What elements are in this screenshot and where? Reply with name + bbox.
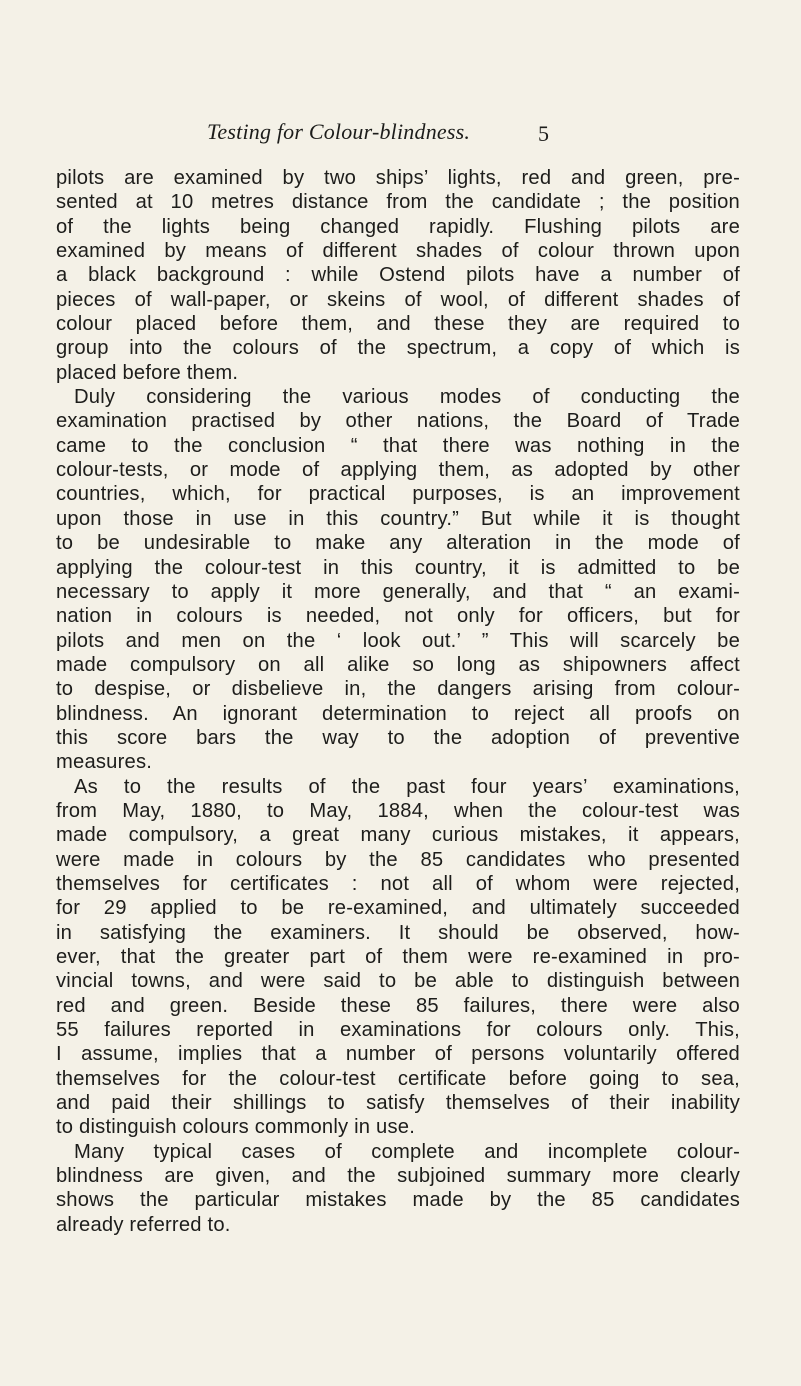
text-line: necessary to apply it more generally, and that “ an exami- bbox=[56, 580, 740, 603]
text-line: group into the colours of the spectrum, a copy of which is bbox=[56, 337, 740, 360]
running-head bbox=[0, 118, 801, 148]
paragraph-board-of-trade bbox=[56, 385, 740, 775]
text-line: upon those in use in this country.” But while it is thought bbox=[56, 507, 740, 530]
text-line: of the lights being changed rapidly. Flushing pilots are bbox=[56, 215, 740, 238]
text-line: sented at 10 metres distance from the candidate ; the position bbox=[56, 191, 740, 214]
text-line: a black background : while Ostend pilots have a number of bbox=[56, 264, 740, 287]
text-line: vincial towns, and were said to be able to distinguish between bbox=[56, 970, 740, 993]
text-line: ever, that the greater part of them were re-examined in pro- bbox=[56, 946, 740, 968]
text-line: colour-tests, or mode of applying them, as adopted by other bbox=[56, 459, 740, 482]
text-line: blindness are given, and the subjoined summary more clearly bbox=[56, 1165, 740, 1188]
text-line: pilots are examined by two ships’ lights, red and green, pre- bbox=[56, 167, 740, 189]
text-line: to be undesirable to make any alteration in the mode of bbox=[56, 532, 740, 555]
text-line: pilots and men on the ‘ look out.’ ” This will scarcely be bbox=[56, 629, 740, 652]
text-line: Many typical cases of complete and incomplete colour- bbox=[74, 1140, 740, 1163]
text-line: came to the conclusion “ that there was nothing in the bbox=[56, 434, 740, 457]
text-line: made compulsory, a great many curious mistakes, it appears, bbox=[56, 824, 740, 847]
text-line: were made in colours by the 85 candidates who presented bbox=[56, 848, 740, 871]
text-line: As to the results of the past four years’ examinations, bbox=[74, 775, 740, 798]
text-line: examined by means of different shades of colour thrown upon bbox=[56, 240, 740, 263]
text-line: countries, which, for practical purposes, is an improvement bbox=[56, 483, 740, 506]
text-line: 55 failures reported in examinations for colours only. This, bbox=[56, 1019, 740, 1042]
paragraph-typical-cases bbox=[56, 1140, 740, 1237]
text-line: this score bars the way to the adoption of preventive bbox=[56, 726, 740, 749]
text-line: for 29 applied to be re-examined, and ultimately succeeded bbox=[56, 897, 740, 920]
text-line: applying the colour-test in this country, it is admitted to be bbox=[56, 556, 740, 579]
text-line: made compulsory on all alike so long as shipowners affect bbox=[56, 653, 740, 676]
body-text bbox=[56, 166, 740, 1237]
text-line: red and green. Beside these 85 failures, there were also bbox=[56, 994, 740, 1017]
text-line: themselves for certificates : not all of whom were rejected, bbox=[56, 872, 740, 895]
paragraph-pilot-examinations bbox=[56, 166, 740, 385]
text-line: placed before them. bbox=[56, 361, 239, 384]
text-line: themselves for the colour-test certificate before going to sea, bbox=[56, 1067, 740, 1090]
running-title: Testing for Colour-blindness. bbox=[207, 119, 471, 144]
page-number: 5 bbox=[538, 121, 549, 146]
text-line: examination practised by other nations, the Board of Trade bbox=[56, 410, 740, 433]
text-line: blindness. An ignorant determination to reject all proofs on bbox=[56, 702, 740, 725]
text-line: already referred to. bbox=[56, 1213, 231, 1236]
text-line: shows the particular mistakes made by the 85 candidates bbox=[56, 1189, 740, 1212]
text-line: colour placed before them, and these they are required to bbox=[56, 313, 740, 336]
text-line: nation in colours is needed, not only for officers, but for bbox=[56, 605, 740, 628]
text-line: from May, 1880, to May, 1884, when the colour-test was bbox=[56, 799, 740, 822]
text-line: and paid their shillings to satisfy themselves of their inability bbox=[56, 1092, 740, 1115]
text-line: measures. bbox=[56, 751, 153, 774]
text-line: Duly considering the various modes of conducting the bbox=[74, 386, 740, 409]
text-line: I assume, implies that a number of persons voluntarily offered bbox=[56, 1043, 740, 1066]
paragraph-examination-results bbox=[56, 775, 740, 1140]
text-line: to distinguish colours commonly in use. bbox=[56, 1116, 416, 1139]
text-line: pieces of wall-paper, or skeins of wool, of different shades of bbox=[56, 288, 740, 311]
text-line: to despise, or disbelieve in, the dangers arising from colour- bbox=[56, 678, 740, 701]
text-line: in satisfying the examiners. It should be observed, how- bbox=[56, 921, 740, 944]
